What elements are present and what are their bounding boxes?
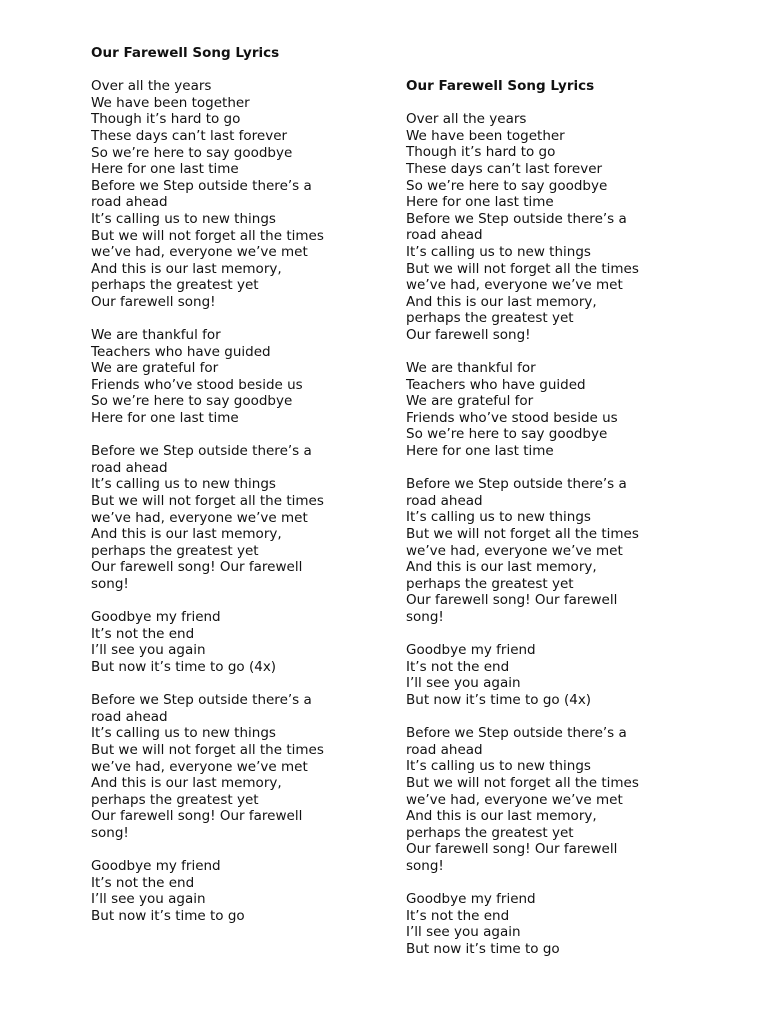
- lyric-line: Goodbye my friend: [91, 609, 221, 626]
- lyric-line: road ahead: [91, 194, 168, 211]
- stanza: [91, 327, 391, 427]
- stanza: [91, 443, 391, 592]
- lyric-line: song!: [406, 857, 444, 874]
- lyric-line: we’ve had, everyone we’ve met: [91, 758, 308, 775]
- lyric-line: But we will not forget all the times: [91, 493, 324, 510]
- lyric-line: Though it’s hard to go: [406, 144, 556, 161]
- lyric-line: Teachers who have guided: [91, 343, 271, 360]
- lyric-line: Before we Step outside there’s a: [91, 443, 312, 460]
- lyric-line: Goodbye my friend: [91, 858, 221, 875]
- lyric-line: song!: [91, 576, 129, 592]
- lyric-line: And this is our last memory,: [91, 526, 282, 543]
- lyric-line: Goodbye my friend: [406, 642, 536, 659]
- lyric-line: Over all the years: [406, 111, 527, 128]
- lyric-line: Before we Step outside there’s a: [406, 725, 627, 742]
- lyric-line: But we will not forget all the times: [406, 260, 639, 277]
- lyric-line: But we will not forget all the times: [406, 526, 639, 543]
- lyric-line: perhaps the greatest yet: [406, 310, 574, 327]
- lyric-line: Our farewell song!: [406, 326, 531, 343]
- lyrics-column-left: [91, 45, 391, 924]
- stanza: [406, 891, 706, 957]
- lyric-line: It’s calling us to new things: [406, 243, 591, 260]
- lyric-line: perhaps the greatest yet: [91, 542, 259, 559]
- lyric-line: Before we Step outside there’s a: [91, 692, 312, 709]
- lyric-line: I’ll see you again: [91, 891, 206, 908]
- document-title: Our Farewell Song Lyrics: [91, 45, 280, 61]
- lyric-line: And this is our last memory,: [406, 559, 597, 576]
- lyric-line: Our farewell song! Our farewell: [406, 592, 618, 609]
- lyric-line: we’ve had, everyone we’ve met: [406, 277, 623, 294]
- lyric-line: we’ve had, everyone we’ve met: [91, 244, 308, 261]
- lyric-line: We are thankful for: [406, 360, 536, 377]
- lyric-line: I’ll see you again: [406, 675, 521, 692]
- lyric-line: song!: [406, 609, 444, 625]
- lyric-line: But now it’s time to go: [91, 907, 245, 924]
- lyric-line: It’s calling us to new things: [406, 509, 591, 526]
- document-title: Our Farewell Song Lyrics: [406, 78, 595, 94]
- lyric-line: Our farewell song!: [91, 293, 216, 310]
- lyric-line: It’s not the end: [406, 658, 510, 675]
- lyrics-column-right: [406, 78, 706, 957]
- lyric-line: We are grateful for: [406, 393, 534, 410]
- lyric-line: perhaps the greatest yet: [91, 791, 259, 808]
- lyric-line: Here for one last time: [91, 161, 239, 178]
- lyric-line: We are grateful for: [91, 360, 219, 377]
- lyric-line: So we’re here to say goodbye: [91, 144, 293, 161]
- lyric-line: road ahead: [91, 708, 168, 725]
- stanza-list: [91, 78, 391, 924]
- lyric-line: It’s calling us to new things: [406, 758, 591, 775]
- lyric-line: Here for one last time: [91, 410, 239, 427]
- lyric-line: And this is our last memory,: [406, 808, 597, 825]
- stanza: [91, 78, 391, 310]
- lyric-line: It’s not the end: [91, 625, 195, 642]
- lyric-line: These days can’t last forever: [91, 127, 288, 144]
- lyric-line: These days can’t last forever: [406, 160, 603, 177]
- lyric-line: we’ve had, everyone we’ve met: [406, 791, 623, 808]
- lyric-line: But now it’s time to go (4x): [91, 658, 277, 675]
- lyric-line: But we will not forget all the times: [91, 741, 324, 758]
- lyric-line: Before we Step outside there’s a: [406, 210, 627, 227]
- stanza: [406, 725, 706, 874]
- lyric-line: Friends who’ve stood beside us: [406, 409, 618, 426]
- lyric-line: Before we Step outside there’s a: [91, 177, 312, 194]
- lyric-line: Before we Step outside there’s a: [406, 476, 627, 493]
- stanza: [406, 111, 706, 343]
- lyric-line: Teachers who have guided: [406, 376, 586, 393]
- stanza: [406, 476, 706, 625]
- lyric-line: I’ll see you again: [91, 642, 206, 659]
- lyric-line: We have been together: [91, 94, 250, 111]
- lyric-line: Here for one last time: [406, 443, 554, 460]
- lyric-line: So we’re here to say goodbye: [406, 177, 608, 194]
- lyric-line: And this is our last memory,: [91, 775, 282, 792]
- lyric-line: road ahead: [406, 492, 483, 509]
- lyric-line: Here for one last time: [406, 194, 554, 211]
- lyric-line: It’s calling us to new things: [91, 476, 276, 493]
- lyric-line: I’ll see you again: [406, 924, 521, 941]
- lyric-line: So we’re here to say goodbye: [406, 426, 608, 443]
- stanza: [406, 360, 706, 460]
- lyric-line: It’s calling us to new things: [91, 210, 276, 227]
- lyric-line: But now it’s time to go (4x): [406, 691, 592, 708]
- lyric-line: So we’re here to say goodbye: [91, 393, 293, 410]
- stanza: [91, 609, 391, 675]
- lyric-line: road ahead: [406, 227, 483, 244]
- lyric-line: Friends who’ve stood beside us: [91, 376, 303, 393]
- lyric-line: But we will not forget all the times: [91, 227, 324, 244]
- lyric-line: we’ve had, everyone we’ve met: [91, 509, 308, 526]
- lyric-line: perhaps the greatest yet: [91, 277, 259, 294]
- lyric-line: Our farewell song! Our farewell: [406, 841, 618, 858]
- lyric-line: road ahead: [406, 741, 483, 758]
- lyric-line: But we will not forget all the times: [406, 774, 639, 791]
- lyric-line: road ahead: [91, 459, 168, 476]
- lyric-line: It’s calling us to new things: [91, 725, 276, 742]
- lyric-line: song!: [91, 824, 129, 841]
- lyric-line: perhaps the greatest yet: [406, 575, 574, 592]
- lyric-line: we’ve had, everyone we’ve met: [406, 542, 623, 559]
- lyric-line: Over all the years: [91, 78, 212, 95]
- stanza-list: [406, 111, 706, 957]
- lyric-line: Our farewell song! Our farewell: [91, 808, 303, 825]
- stanza: [91, 858, 391, 924]
- lyric-line: And this is our last memory,: [406, 293, 597, 310]
- lyric-line: We are thankful for: [91, 327, 221, 344]
- lyric-line: It’s not the end: [406, 907, 510, 924]
- lyric-line: It’s not the end: [91, 874, 195, 891]
- lyric-line: Goodbye my friend: [406, 891, 536, 908]
- lyric-line: But now it’s time to go: [406, 940, 560, 957]
- stanza: [406, 642, 706, 708]
- lyric-line: We have been together: [406, 127, 565, 144]
- stanza: [91, 692, 391, 841]
- lyric-line: And this is our last memory,: [91, 260, 282, 277]
- lyric-line: Our farewell song! Our farewell: [91, 559, 303, 576]
- lyric-line: perhaps the greatest yet: [406, 824, 574, 841]
- lyric-line: Though it’s hard to go: [91, 111, 241, 128]
